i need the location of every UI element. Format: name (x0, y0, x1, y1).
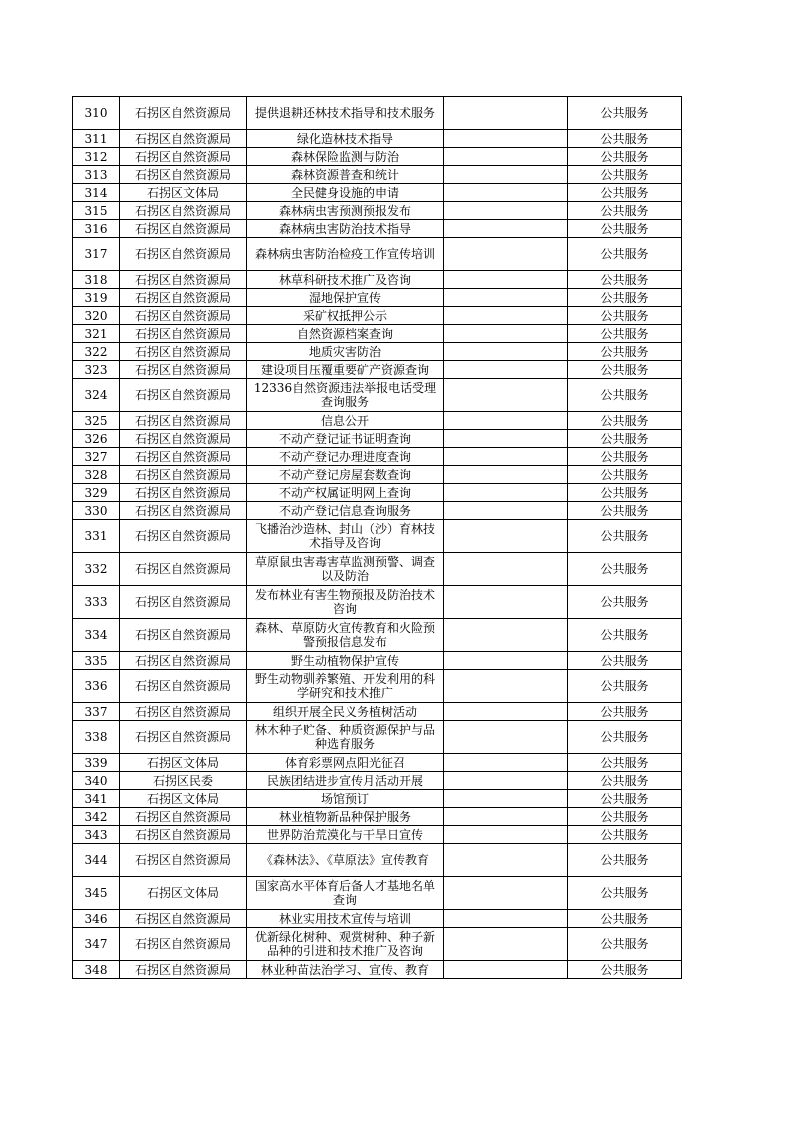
row-number: 335 (73, 652, 120, 670)
blank-cell (444, 586, 568, 619)
service-item-cell: 优新绿化树种、观赏树种、种子新品种的引进和技术推广及咨询 (247, 928, 444, 961)
service-item-cell: 地质灾害防治 (247, 343, 444, 361)
blank-cell (444, 343, 568, 361)
service-type-cell: 公共服务 (568, 586, 682, 619)
service-item-cell: 组织开展全民义务植树活动 (247, 703, 444, 721)
row-number: 326 (73, 430, 120, 448)
table-row (73, 826, 682, 844)
table-row (73, 484, 682, 502)
department-cell: 石拐区自然资源局 (120, 202, 247, 220)
table-row (73, 271, 682, 289)
row-number: 328 (73, 466, 120, 484)
blank-cell (444, 520, 568, 553)
service-type-cell: 公共服务 (568, 412, 682, 430)
table-row (73, 772, 682, 790)
service-item-cell: 林业实用技术宣传与培训 (247, 910, 444, 928)
blank-cell (444, 772, 568, 790)
blank-cell (444, 238, 568, 271)
row-number: 343 (73, 826, 120, 844)
service-item-cell: 采矿权抵押公示 (247, 307, 444, 325)
service-item-cell: 野生动植物保护宣传 (247, 652, 444, 670)
department-cell: 石拐区自然资源局 (120, 808, 247, 826)
department-cell: 石拐区自然资源局 (120, 928, 247, 961)
service-item-cell: 不动产登记房屋套数查询 (247, 466, 444, 484)
service-item-cell: 建设项目压覆重要矿产资源查询 (247, 361, 444, 379)
service-item-cell: 森林、草原防火宣传教育和火险预警预报信息发布 (247, 619, 444, 652)
service-type-cell: 公共服务 (568, 184, 682, 202)
department-cell: 石拐区自然资源局 (120, 343, 247, 361)
blank-cell (444, 703, 568, 721)
table-row (73, 166, 682, 184)
department-cell: 石拐区自然资源局 (120, 271, 247, 289)
department-cell: 石拐区自然资源局 (120, 652, 247, 670)
department-cell: 石拐区文体局 (120, 790, 247, 808)
row-number: 330 (73, 502, 120, 520)
service-item-cell: 飞播治沙造林、封山（沙）育林技术指导及咨询 (247, 520, 444, 553)
table-row (73, 586, 682, 619)
department-cell: 石拐区自然资源局 (120, 553, 247, 586)
table-row (73, 379, 682, 412)
service-type-cell: 公共服务 (568, 772, 682, 790)
table-row (73, 670, 682, 703)
row-number: 317 (73, 238, 120, 271)
table-row (73, 961, 682, 979)
service-item-cell: 不动产登记证书证明查询 (247, 430, 444, 448)
blank-cell (444, 502, 568, 520)
row-number: 338 (73, 721, 120, 754)
service-type-cell: 公共服务 (568, 484, 682, 502)
row-number: 322 (73, 343, 120, 361)
row-number: 323 (73, 361, 120, 379)
row-number: 310 (73, 97, 120, 130)
service-item-cell: 森林保险监测与防治 (247, 148, 444, 166)
service-type-cell: 公共服务 (568, 877, 682, 910)
blank-cell (444, 289, 568, 307)
blank-cell (444, 844, 568, 877)
service-type-cell: 公共服务 (568, 754, 682, 772)
service-item-cell: 《森林法》、《草原法》宣传教育 (247, 844, 444, 877)
department-cell: 石拐区自然资源局 (120, 586, 247, 619)
row-number: 311 (73, 130, 120, 148)
table-row (73, 877, 682, 910)
blank-cell (444, 130, 568, 148)
department-cell: 石拐区自然资源局 (120, 961, 247, 979)
blank-cell (444, 466, 568, 484)
table-row (73, 520, 682, 553)
table-row (73, 289, 682, 307)
table-row (73, 97, 682, 130)
department-cell: 石拐区自然资源局 (120, 844, 247, 877)
service-item-cell: 不动产登记办理进度查询 (247, 448, 444, 466)
department-cell: 石拐区自然资源局 (120, 466, 247, 484)
department-cell: 石拐区民委 (120, 772, 247, 790)
table-row (73, 502, 682, 520)
department-cell: 石拐区自然资源局 (120, 289, 247, 307)
table-row (73, 703, 682, 721)
service-item-cell: 民族团结进步宣传月活动开展 (247, 772, 444, 790)
service-type-cell: 公共服务 (568, 703, 682, 721)
service-type-cell: 公共服务 (568, 307, 682, 325)
service-item-cell: 发布林业有害生物预报及防治技术咨询 (247, 586, 444, 619)
service-item-cell: 森林病虫害防治技术指导 (247, 220, 444, 238)
blank-cell (444, 553, 568, 586)
department-cell: 石拐区自然资源局 (120, 148, 247, 166)
row-number: 342 (73, 808, 120, 826)
row-number: 321 (73, 325, 120, 343)
department-cell: 石拐区自然资源局 (120, 721, 247, 754)
department-cell: 石拐区自然资源局 (120, 448, 247, 466)
department-cell: 石拐区自然资源局 (120, 412, 247, 430)
row-number: 332 (73, 553, 120, 586)
row-number: 325 (73, 412, 120, 430)
department-cell: 石拐区文体局 (120, 754, 247, 772)
department-cell: 石拐区自然资源局 (120, 520, 247, 553)
service-type-cell: 公共服务 (568, 826, 682, 844)
service-item-cell: 湿地保护宣传 (247, 289, 444, 307)
service-type-cell: 公共服务 (568, 97, 682, 130)
service-type-cell: 公共服务 (568, 202, 682, 220)
blank-cell (444, 271, 568, 289)
blank-cell (444, 754, 568, 772)
table-row (73, 361, 682, 379)
department-cell: 石拐区自然资源局 (120, 910, 247, 928)
department-cell: 石拐区自然资源局 (120, 166, 247, 184)
service-item-cell: 世界防治荒漠化与干旱日宣传 (247, 826, 444, 844)
blank-cell (444, 790, 568, 808)
table-row (73, 754, 682, 772)
service-type-cell: 公共服务 (568, 808, 682, 826)
row-number: 340 (73, 772, 120, 790)
service-type-cell: 公共服务 (568, 430, 682, 448)
row-number: 347 (73, 928, 120, 961)
service-type-cell: 公共服务 (568, 130, 682, 148)
department-cell: 石拐区自然资源局 (120, 238, 247, 271)
row-number: 334 (73, 619, 120, 652)
department-cell: 石拐区自然资源局 (120, 826, 247, 844)
service-type-cell: 公共服务 (568, 238, 682, 271)
service-type-cell: 公共服务 (568, 502, 682, 520)
table-row (73, 553, 682, 586)
blank-cell (444, 412, 568, 430)
service-type-cell: 公共服务 (568, 910, 682, 928)
row-number: 346 (73, 910, 120, 928)
service-item-cell: 森林病虫害防治检疫工作宣传培训 (247, 238, 444, 271)
row-number: 344 (73, 844, 120, 877)
blank-cell (444, 910, 568, 928)
service-type-cell: 公共服务 (568, 619, 682, 652)
service-item-cell: 林业种苗法治学习、宣传、教育 (247, 961, 444, 979)
table-row (73, 652, 682, 670)
service-type-cell: 公共服务 (568, 448, 682, 466)
service-type-cell: 公共服务 (568, 670, 682, 703)
service-item-cell: 林木种子贮备、种质资源保护与品种选育服务 (247, 721, 444, 754)
blank-cell (444, 619, 568, 652)
service-type-cell: 公共服务 (568, 844, 682, 877)
service-type-cell: 公共服务 (568, 325, 682, 343)
table-row (73, 466, 682, 484)
row-number: 333 (73, 586, 120, 619)
department-cell: 石拐区自然资源局 (120, 703, 247, 721)
service-item-cell: 林草科研技术推广及咨询 (247, 271, 444, 289)
department-cell: 石拐区自然资源局 (120, 307, 247, 325)
service-item-cell: 绿化造林技术指导 (247, 130, 444, 148)
service-type-cell: 公共服务 (568, 928, 682, 961)
table-row (73, 910, 682, 928)
service-type-cell: 公共服务 (568, 961, 682, 979)
blank-cell (444, 961, 568, 979)
service-item-cell: 森林资源普查和统计 (247, 166, 444, 184)
service-type-cell: 公共服务 (568, 289, 682, 307)
service-item-cell: 场馆预订 (247, 790, 444, 808)
table-row (73, 430, 682, 448)
service-item-cell: 提供退耕还林技术指导和技术服务 (247, 97, 444, 130)
department-cell: 石拐区自然资源局 (120, 97, 247, 130)
table-row (73, 148, 682, 166)
service-type-cell: 公共服务 (568, 379, 682, 412)
row-number: 312 (73, 148, 120, 166)
table-row (73, 448, 682, 466)
row-number: 324 (73, 379, 120, 412)
blank-cell (444, 430, 568, 448)
blank-cell (444, 652, 568, 670)
department-cell: 石拐区文体局 (120, 184, 247, 202)
blank-cell (444, 307, 568, 325)
table-row (73, 343, 682, 361)
table-row (73, 130, 682, 148)
blank-cell (444, 202, 568, 220)
service-type-cell: 公共服务 (568, 652, 682, 670)
blank-cell (444, 325, 568, 343)
table-row (73, 928, 682, 961)
row-number: 313 (73, 166, 120, 184)
department-cell: 石拐区自然资源局 (120, 130, 247, 148)
department-cell: 石拐区自然资源局 (120, 484, 247, 502)
table-row (73, 844, 682, 877)
service-item-cell: 野生动物驯养繁殖、开发利用的科学研究和技术推广 (247, 670, 444, 703)
service-type-cell: 公共服务 (568, 271, 682, 289)
row-number: 320 (73, 307, 120, 325)
blank-cell (444, 148, 568, 166)
row-number: 337 (73, 703, 120, 721)
service-type-cell: 公共服务 (568, 166, 682, 184)
service-item-cell: 体育彩票网点阳光征召 (247, 754, 444, 772)
row-number: 348 (73, 961, 120, 979)
row-number: 329 (73, 484, 120, 502)
service-type-cell: 公共服务 (568, 466, 682, 484)
blank-cell (444, 826, 568, 844)
blank-cell (444, 184, 568, 202)
table-row (73, 325, 682, 343)
table-row (73, 202, 682, 220)
row-number: 318 (73, 271, 120, 289)
service-item-cell: 不动产登记信息查询服务 (247, 502, 444, 520)
table-row (73, 307, 682, 325)
service-item-cell: 全民健身设施的申请 (247, 184, 444, 202)
table-row (73, 184, 682, 202)
table-row (73, 412, 682, 430)
department-cell: 石拐区自然资源局 (120, 670, 247, 703)
blank-cell (444, 484, 568, 502)
table-row (73, 220, 682, 238)
department-cell: 石拐区自然资源局 (120, 220, 247, 238)
service-type-cell: 公共服务 (568, 790, 682, 808)
service-type-cell: 公共服务 (568, 148, 682, 166)
service-type-cell: 公共服务 (568, 520, 682, 553)
blank-cell (444, 220, 568, 238)
department-cell: 石拐区自然资源局 (120, 379, 247, 412)
service-item-cell: 国家高水平体育后备人才基地名单查询 (247, 877, 444, 910)
blank-cell (444, 928, 568, 961)
table-row (73, 619, 682, 652)
row-number: 336 (73, 670, 120, 703)
blank-cell (444, 361, 568, 379)
service-type-cell: 公共服务 (568, 721, 682, 754)
blank-cell (444, 721, 568, 754)
row-number: 331 (73, 520, 120, 553)
row-number: 341 (73, 790, 120, 808)
blank-cell (444, 448, 568, 466)
row-number: 319 (73, 289, 120, 307)
service-item-cell: 12336自然资源违法举报电话受理查询服务 (247, 379, 444, 412)
service-type-cell: 公共服务 (568, 343, 682, 361)
row-number: 339 (73, 754, 120, 772)
blank-cell (444, 166, 568, 184)
row-number: 314 (73, 184, 120, 202)
service-list-table (72, 96, 682, 979)
service-item-cell: 信息公开 (247, 412, 444, 430)
department-cell: 石拐区文体局 (120, 877, 247, 910)
table-row (73, 238, 682, 271)
row-number: 316 (73, 220, 120, 238)
table-row (73, 721, 682, 754)
department-cell: 石拐区自然资源局 (120, 619, 247, 652)
table-body (73, 97, 682, 979)
row-number: 345 (73, 877, 120, 910)
blank-cell (444, 670, 568, 703)
blank-cell (444, 97, 568, 130)
service-type-cell: 公共服务 (568, 220, 682, 238)
department-cell: 石拐区自然资源局 (120, 361, 247, 379)
table-row (73, 808, 682, 826)
service-type-cell: 公共服务 (568, 553, 682, 586)
service-item-cell: 草原鼠虫害毒害草监测预警、调查以及防治 (247, 553, 444, 586)
service-item-cell: 森林病虫害预测预报发布 (247, 202, 444, 220)
department-cell: 石拐区自然资源局 (120, 325, 247, 343)
service-item-cell: 不动产权属证明网上查询 (247, 484, 444, 502)
blank-cell (444, 808, 568, 826)
row-number: 315 (73, 202, 120, 220)
service-type-cell: 公共服务 (568, 361, 682, 379)
service-item-cell: 林业植物新品种保护服务 (247, 808, 444, 826)
service-item-cell: 自然资源档案查询 (247, 325, 444, 343)
blank-cell (444, 379, 568, 412)
blank-cell (444, 877, 568, 910)
department-cell: 石拐区自然资源局 (120, 430, 247, 448)
table-row (73, 790, 682, 808)
row-number: 327 (73, 448, 120, 466)
department-cell: 石拐区自然资源局 (120, 502, 247, 520)
